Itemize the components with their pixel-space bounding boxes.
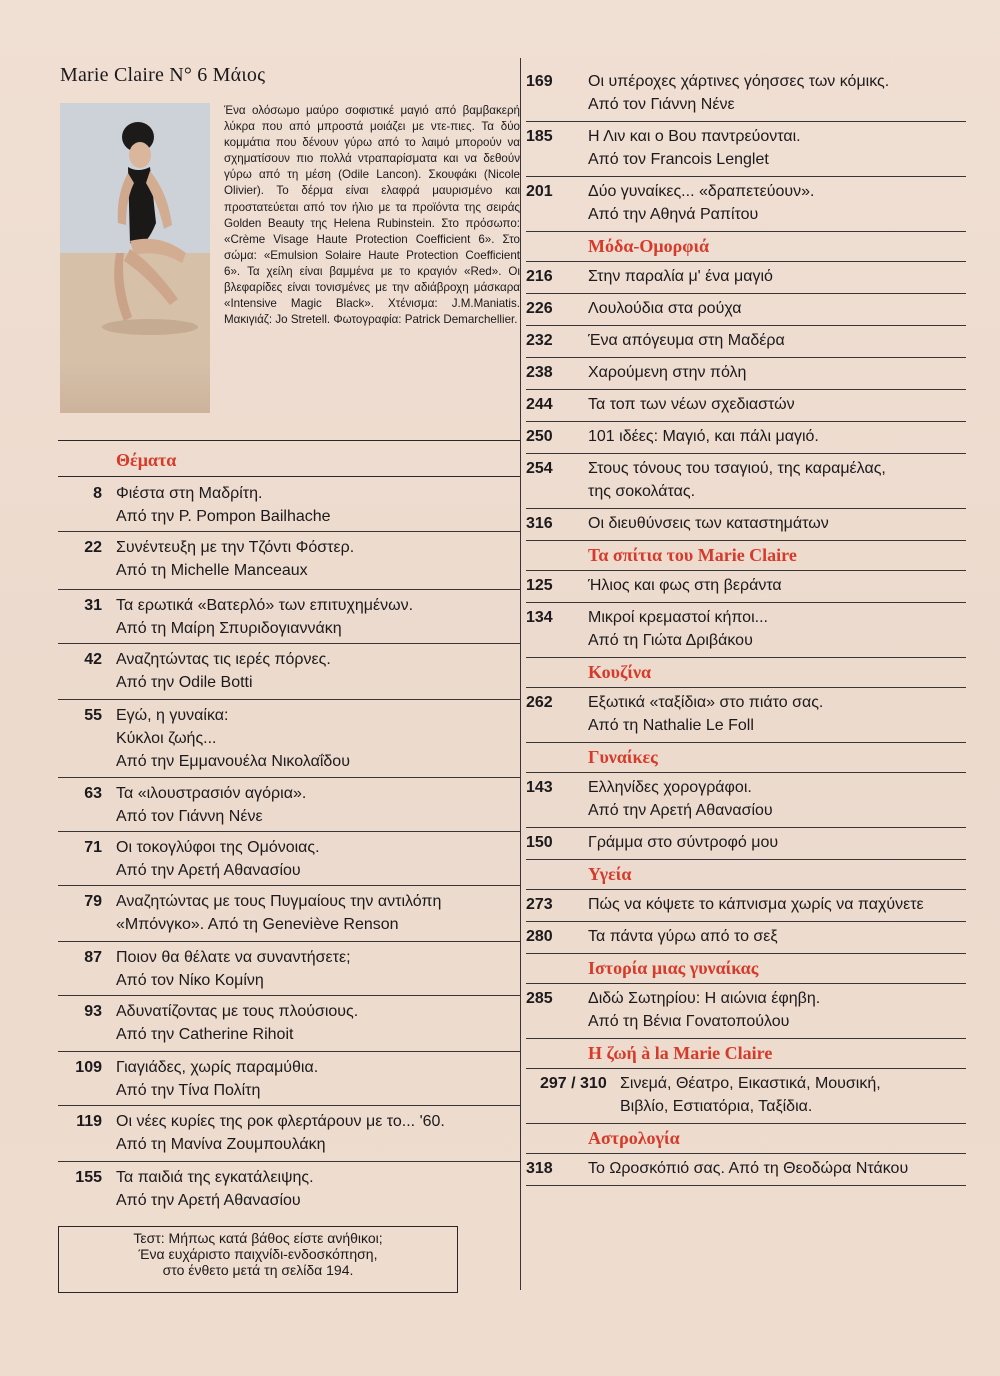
toc-entry-line: Από την Τίνα Πολίτη: [116, 1082, 261, 1099]
entry-rule: [58, 885, 520, 886]
toc-entry-text: [116, 536, 516, 582]
issue-title: Marie Claire N° 6 Μάιος: [60, 64, 266, 86]
section-title: Κουζίνα: [588, 662, 652, 682]
entry-rule: [526, 325, 966, 326]
toc-entry-line: Σινεμά, Θέατρο, Εικαστικά, Μουσική,: [620, 1075, 881, 1092]
section-rule: [526, 1153, 966, 1154]
section-rule: [526, 687, 966, 688]
toc-entry-line: Από την Αθηνά Ραπίτου: [588, 206, 759, 223]
toc-entry-line: Μικροί κρεμαστοί κήποι...: [588, 609, 768, 626]
toc-entry-line: Συνέντευξη με την Τζόντι Φόστερ.: [116, 539, 355, 556]
entry-rule: [526, 508, 966, 509]
entry-rule: [526, 859, 966, 860]
toc-entry-line: Από τη Μαίρη Σπυριδογιαννάκη: [116, 620, 342, 637]
toc-entry-text: [588, 776, 966, 822]
entry-rule: [526, 657, 966, 658]
toc-entry-line: Εξωτικά «ταξίδια» στο πιάτο σας.: [588, 694, 824, 711]
toc-entry-line: Από τη Βένια Γονατοπούλου: [588, 1013, 790, 1030]
entry-rule: [58, 531, 520, 532]
entry-rule: [58, 589, 520, 590]
toc-entry-text: [588, 574, 966, 597]
toc-entry-line: Οι νέες κυρίες της ροκ φλερτάρουν με το... '60.: [116, 1113, 445, 1130]
toc-entry-line: Ποιον θα θέλατε να συναντήσετε;: [116, 949, 351, 966]
section-title: Ιστορία μιας γυναίκας: [588, 958, 759, 978]
toc-page-number: 185: [526, 128, 553, 145]
toc-entry-text: [588, 987, 966, 1033]
toc-entry-line: Τα τοπ των νέων σχεδιαστών: [588, 396, 795, 413]
toc-entry-text: [116, 482, 516, 528]
toc-entry-text: [588, 180, 966, 226]
right-column: [526, 58, 966, 1298]
toc-entry-line: Από τον Νίκο Κομίνη: [116, 972, 264, 989]
test-box-line: Τεστ: Μήπως κατά βάθος είστε ανήθικοι;: [133, 1230, 383, 1246]
toc-entry-line: Από την Odile Botti: [116, 674, 253, 691]
toc-entry-line: Οι διευθύνσεις των καταστημάτων: [588, 515, 829, 532]
toc-entry-text: [116, 594, 516, 640]
toc-entry-text: [588, 70, 966, 116]
toc-entry-text: [116, 836, 516, 882]
toc-entry-line: Ήλιος και φως στη βεράντα: [588, 577, 782, 594]
toc-entry-text: [588, 265, 966, 288]
toc-entry-line: Από την Αρετή Αθανασίου: [116, 862, 301, 879]
toc-entry-text: [588, 606, 966, 652]
entry-rule: [526, 953, 966, 954]
entry-rule: [526, 357, 966, 358]
toc-entry-line: Εγώ, η γυναίκα:: [116, 707, 229, 724]
toc-entry-text: [588, 925, 966, 948]
toc-entry-line: Γιαγιάδες, χωρίς παραμύθια.: [116, 1059, 319, 1076]
toc-entry-line: Το Ωροσκόπιό σας. Από τη Θεοδώρα Ντάκου: [588, 1160, 909, 1177]
entry-rule: [526, 231, 966, 232]
entry-rule: [58, 941, 520, 942]
section-title: Υγεία: [588, 864, 632, 884]
toc-page-number: 31: [84, 597, 102, 614]
toc-page-number: 250: [526, 428, 553, 445]
entry-rule: [58, 831, 520, 832]
section-title: Αστρολογία: [588, 1128, 680, 1148]
toc-page-number: 71: [84, 839, 102, 856]
toc-page-number: 232: [526, 332, 553, 349]
section-rule: [58, 440, 520, 441]
photo-wrap-space: [60, 103, 210, 365]
entry-rule: [58, 643, 520, 644]
entry-rule: [58, 699, 520, 700]
toc-entry-line: Οι υπέροχες χάρτινες γόησσες των κόμικς.: [588, 73, 890, 90]
section-title: Γυναίκες: [588, 747, 658, 767]
toc-page-number: 55: [84, 707, 102, 724]
entry-rule: [526, 1038, 966, 1039]
toc-entry-line: Από τη Michelle Manceaux: [116, 562, 308, 579]
toc-page-number: 79: [84, 893, 102, 910]
toc-entry-line: Από τη Nathalie Le Foll: [588, 717, 754, 734]
entry-rule: [526, 1123, 966, 1124]
section-title: Μόδα-Ομορφιά: [588, 236, 710, 256]
toc-entry-line: Φιέστα στη Μαδρίτη.: [116, 485, 263, 502]
section-rule: [526, 1068, 966, 1069]
entry-rule: [526, 827, 966, 828]
toc-page-number: 134: [526, 609, 553, 626]
entry-rule: [526, 421, 966, 422]
toc-page-number: 22: [84, 539, 102, 556]
test-box-line: στο ένθετο μετά τη σελίδα 194.: [162, 1262, 354, 1278]
toc-entry-line: Οι τοκογλύφοι της Ομόνοιας.: [116, 839, 320, 856]
toc-entry-text: [588, 691, 966, 737]
toc-entry-line: Από την Αρετή Αθανασίου: [588, 802, 773, 819]
toc-entry-line: Στους τόνους του τσαγιού, της καραμέλας,: [588, 460, 886, 477]
toc-entry-line: Γράμμα στο σύντροφό μου: [588, 834, 779, 851]
toc-entry-line: Από τη Γιώτα Δριβάκου: [588, 632, 753, 649]
cover-credit: Φωτογραφία: Patrick Demarchellier.: [333, 313, 518, 327]
toc-entry-text: [588, 297, 966, 320]
toc-entry-line: Τα ερωτικά «Βατερλό» των επιτυχημένων.: [116, 597, 414, 614]
toc-entry-line: Διδώ Σωτηρίου: Η αιώνια έφηβη.: [588, 990, 821, 1007]
toc-page-number: 280: [526, 928, 553, 945]
entry-rule: [526, 121, 966, 122]
entry-rule: [58, 1051, 520, 1052]
toc-page-number: 316: [526, 515, 553, 532]
entry-rule: [58, 777, 520, 778]
toc-entry-text: [588, 457, 966, 503]
toc-page-number: 8: [93, 485, 102, 502]
toc-page-number: 42: [84, 651, 102, 668]
toc-entry-line: Από την P. Pompon Bailhache: [116, 508, 331, 525]
entry-rule: [526, 602, 966, 603]
section-rule: [526, 889, 966, 890]
toc-entry-text: [588, 329, 966, 352]
toc-entry-text: [116, 1000, 516, 1046]
cover-description: [60, 103, 520, 403]
toc-entry-line: Λουλούδια στα ρούχα: [588, 300, 742, 317]
toc-page-number: 201: [526, 183, 553, 200]
toc-entry-line: Τα «ιλουστρασιόν αγόρια».: [116, 785, 307, 802]
toc-entry-line: Τα πάντα γύρω από το σεξ: [588, 928, 778, 945]
toc-entry-text: [116, 782, 516, 828]
toc-page-number: 87: [84, 949, 102, 966]
toc-entry-line: Πώς να κόψετε το κάπνισμα χωρίς να παχύνετε: [588, 896, 924, 913]
toc-entry-line: Από τη Μανίνα Ζουμπουλάκη: [116, 1136, 326, 1153]
toc-entry-line: Τα παιδιά της εγκατάλειψης.: [116, 1169, 314, 1186]
toc-page-number: 297 / 310: [540, 1075, 607, 1092]
toc-entry-line: Από την Catherine Rihoit: [116, 1026, 294, 1043]
toc-page-number: 285: [526, 990, 553, 1007]
toc-entry-text: [116, 648, 516, 694]
toc-page-number: 244: [526, 396, 553, 413]
toc-entry-line: Από τον Γιάννη Νένε: [116, 808, 263, 825]
toc-page-number: 216: [526, 268, 553, 285]
toc-entry-line: Αναζητώντας με τους Πυγμαίους την αντιλόπη: [116, 893, 442, 910]
toc-entry-text: [588, 831, 966, 854]
toc-entry-text: [588, 125, 966, 171]
toc-entry-line: Στην παραλία μ' ένα μαγιό: [588, 268, 773, 285]
toc-entry-line: Από τον Francois Lenglet: [588, 151, 769, 168]
entry-rule: [58, 995, 520, 996]
toc-entry-text: [116, 890, 516, 936]
toc-entry-line: Δύο γυναίκες... «δραπετεύουν».: [588, 183, 815, 200]
toc-page-number: 238: [526, 364, 553, 381]
entry-rule: [526, 742, 966, 743]
column-divider: [520, 58, 521, 1290]
entry-rule: [526, 176, 966, 177]
section-rule: [526, 983, 966, 984]
toc-page-number: 226: [526, 300, 553, 317]
toc-entry-line: Η Λιν και ο Βου παντρεύονται.: [588, 128, 801, 145]
toc-entry-text: [588, 393, 966, 416]
toc-entry-text: [116, 1056, 516, 1102]
toc-entry-line: της σοκολάτας.: [588, 483, 696, 500]
entry-rule: [526, 1185, 966, 1186]
section-rule: [526, 570, 966, 571]
toc-page-number: 150: [526, 834, 553, 851]
toc-page-number: 318: [526, 1160, 553, 1177]
toc-entry-text: [116, 1110, 516, 1156]
entry-rule: [526, 540, 966, 541]
toc-entry-text: [588, 425, 966, 448]
toc-entry-text: [116, 946, 516, 992]
entry-rule: [526, 921, 966, 922]
test-box-line: Ένα ευχάριστο παιχνίδι-ενδοσκόπηση,: [138, 1246, 378, 1262]
toc-entry-line: Χαρούμενη στην πόλη: [588, 364, 747, 381]
entry-rule: [526, 293, 966, 294]
toc-entry-line: Βιβλίο, Εστιατόρια, Ταξίδια.: [620, 1098, 813, 1115]
toc-entry-line: Από τον Γιάννη Νένε: [588, 96, 735, 113]
section-title: Η ζωή à la Marie Claire: [588, 1043, 773, 1063]
toc-entry-line: «Μπόνγκο». Από τη Geneviève Renson: [116, 916, 399, 933]
entry-rule: [58, 1105, 520, 1106]
toc-entry-line: Αναζητώντας τις ιερές πόρνες.: [116, 651, 331, 668]
toc-entry-text: [116, 704, 516, 773]
toc-entry-line: Ελληνίδες χορογράφοι.: [588, 779, 752, 796]
toc-page-number: 155: [75, 1169, 102, 1186]
toc-entry-text: [116, 1166, 516, 1212]
section-rule: [58, 476, 520, 477]
toc-entry-text: [588, 361, 966, 384]
section-rule: [526, 772, 966, 773]
toc-entry-line: Αδυνατίζοντας με τους πλούσιους.: [116, 1003, 359, 1020]
test-box: [58, 1226, 458, 1293]
toc-page-number: 125: [526, 577, 553, 594]
toc-entry-text: [588, 512, 966, 535]
section-rule: [526, 261, 966, 262]
toc-page-number: 273: [526, 896, 553, 913]
toc-entry-line: Από την Εμμανουέλα Νικολαΐδου: [116, 753, 350, 770]
toc-entry-line: Ένα απόγευμα στη Μαδέρα: [588, 332, 785, 349]
toc-page-number: 119: [76, 1113, 102, 1130]
section-title: Τα σπίτια του Marie Claire: [588, 545, 797, 565]
toc-entry-line: 101 ιδέες: Μαγιό, και πάλι μαγιό.: [588, 428, 819, 445]
toc-entry-line: Από την Αρετή Αθανασίου: [116, 1192, 301, 1209]
left-column: [58, 58, 520, 1298]
entry-rule: [58, 1161, 520, 1162]
toc-page-number: 143: [526, 779, 553, 796]
cover-description-text: Ένα ολόσωμο μαύρο σοφιστικέ μαγιό από βαμβακερή λύκρα που από μπροστά μοιάζει με ντε-πιες. Τα δύο κομμάτια που δένουν γύρω από το λαιμό μπορούν να σχηματίσουν πιο πολλά ντραπαρίσματα και να δεθούν γύρω από τη μέση (Odile Lancon). Σκουφάκι (Nicole Olivier). Το δέρμα είναι ελαφρά μαυρισμένο και προστατεύεται από τον ήλιο με τα προϊόντα της σειράς Golden Beauty της Helena Rubinstein. Στο πρόσωπο: «Crème Visage Haute Protection Coefficient 6». Στο σώμα: «Emulsion Solaire Haute Protection Coefficient 6». Τα χείλη είναι βαμμένα με το κραγιόν «Red». Οι βλεφαρίδες είναι τονισμένες με την αδιάβροχη μάσκαρα «Intensive Magic Black». Χτένισμα: J.M.Maniatis. Μακιγιάζ: Jo Stretell.: [224, 104, 520, 327]
toc-entry-text: [588, 893, 966, 916]
toc-entry-text: [620, 1072, 998, 1118]
toc-page-number: 262: [526, 694, 553, 711]
toc-page-number: 109: [75, 1059, 102, 1076]
section-title-themata: Θέματα: [116, 450, 177, 470]
toc-page-number: 93: [84, 1003, 102, 1020]
entry-rule: [526, 389, 966, 390]
toc-page-number: 169: [526, 73, 553, 90]
toc-entry-text: [588, 1157, 966, 1180]
toc-entry-line: Κύκλοι ζωής...: [116, 730, 217, 747]
toc-page-number: 254: [526, 460, 553, 477]
toc-page-number: 63: [84, 785, 102, 802]
entry-rule: [526, 453, 966, 454]
